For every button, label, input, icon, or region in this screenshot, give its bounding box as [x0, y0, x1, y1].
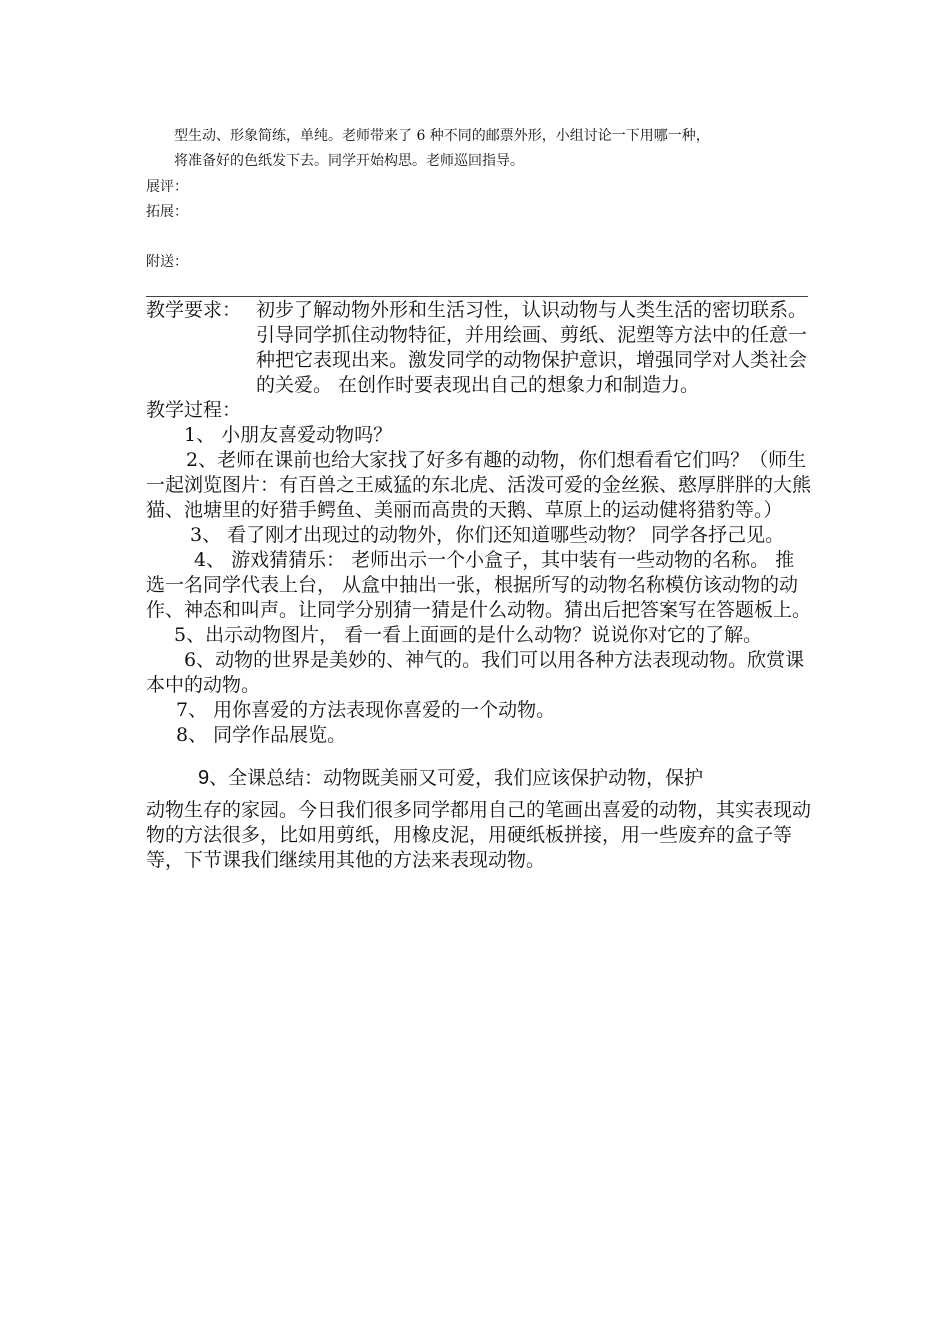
- requirements-text: 初步了解动物外形和生活习性，认识动物与人类生活的密切联系。 引导同学抓住动物特征，并用绘画、剪纸、泥塑等方法中的任意一种把它表现出来。激发同学的动物保护意识，增强同学对人类社会的关爱。 在创作时要表现出自己的想象力和制造力。: [256, 299, 808, 396]
- process-label: 教学过程：: [146, 399, 242, 421]
- lesson-body: [146, 298, 812, 873]
- summary-rest-text: 动物生存的家园。今日我们很多同学都用自己的笔画出喜爱的动物，其实表现动物的方法很多，比如用剪纸，用橡皮泥，用硬纸板拼接，用一些废弃的盒子等等，下节课我们继续用其他的方法来表现动物。: [146, 799, 812, 871]
- paragraph-line: 将准备好的色纸发下去。同学开始构思。老师巡回指导。: [174, 153, 524, 169]
- tuozhan-label: 拓展：: [146, 204, 188, 220]
- requirements-label: 教学要求：: [146, 299, 242, 321]
- summary-number: 9: [198, 767, 210, 789]
- zhanping-label: 展评：: [146, 179, 188, 195]
- process-item-5: 5、出示动物图片， 看一看上面画的是什么动物？说说你对它的了解。: [174, 624, 763, 646]
- process-item-6: 6、动物的世界是美妙的、神气的。我们可以用各种方法表现动物。欣赏课本中的动物。: [146, 649, 805, 696]
- process-item-3: 3、 看了刚才出现过的动物外，你们还知道哪些动物？ 同学各抒己见。: [190, 524, 785, 546]
- summary-first-line: [146, 756, 812, 800]
- process-item-1: 1、 小朋友喜爱动物吗？: [184, 424, 393, 446]
- teaching-requirements: [146, 298, 812, 398]
- fusong-label: 附送：: [146, 254, 188, 270]
- process-item-8: 8、 同学作品展览。: [176, 724, 347, 746]
- process-item-4: 4、 游戏猜猜乐： 老师出示一个小盒子，其中装有一些动物的名称。 推选一名同学代表上台， 从盒中抽出一张，根据所写的动物名称模仿该动物的动作、神态和叫声。让同学分别猜一猜是什么动物。猜出后把答案写在答题板上。: [146, 549, 812, 621]
- horizontal-rule: [146, 296, 808, 297]
- process-item-2: 2、老师在课前也给大家找了好多有趣的动物，你们想看看它们吗？（师生一起浏览图片：有百兽之王威猛的东北虎、活泼可爱的金丝猴、憨厚胖胖的大熊猫、池塘里的好猎手鳄鱼、美丽而高贵的天鹅、草原上的运动健将猎豹等。）: [146, 449, 812, 521]
- paragraph-line: 型生动、形象简练，单纯。老师带来了 6 种不同的邮票外形，小组讨论一下用哪一种，: [174, 128, 710, 144]
- summary-first-text: 、全课总结：动物既美丽又可爱，我们应该保护动物，保护: [209, 767, 704, 789]
- process-item-7: 7、 用你喜爱的方法表现你喜爱的一个动物。: [176, 699, 556, 721]
- previous-section-text: [174, 124, 824, 174]
